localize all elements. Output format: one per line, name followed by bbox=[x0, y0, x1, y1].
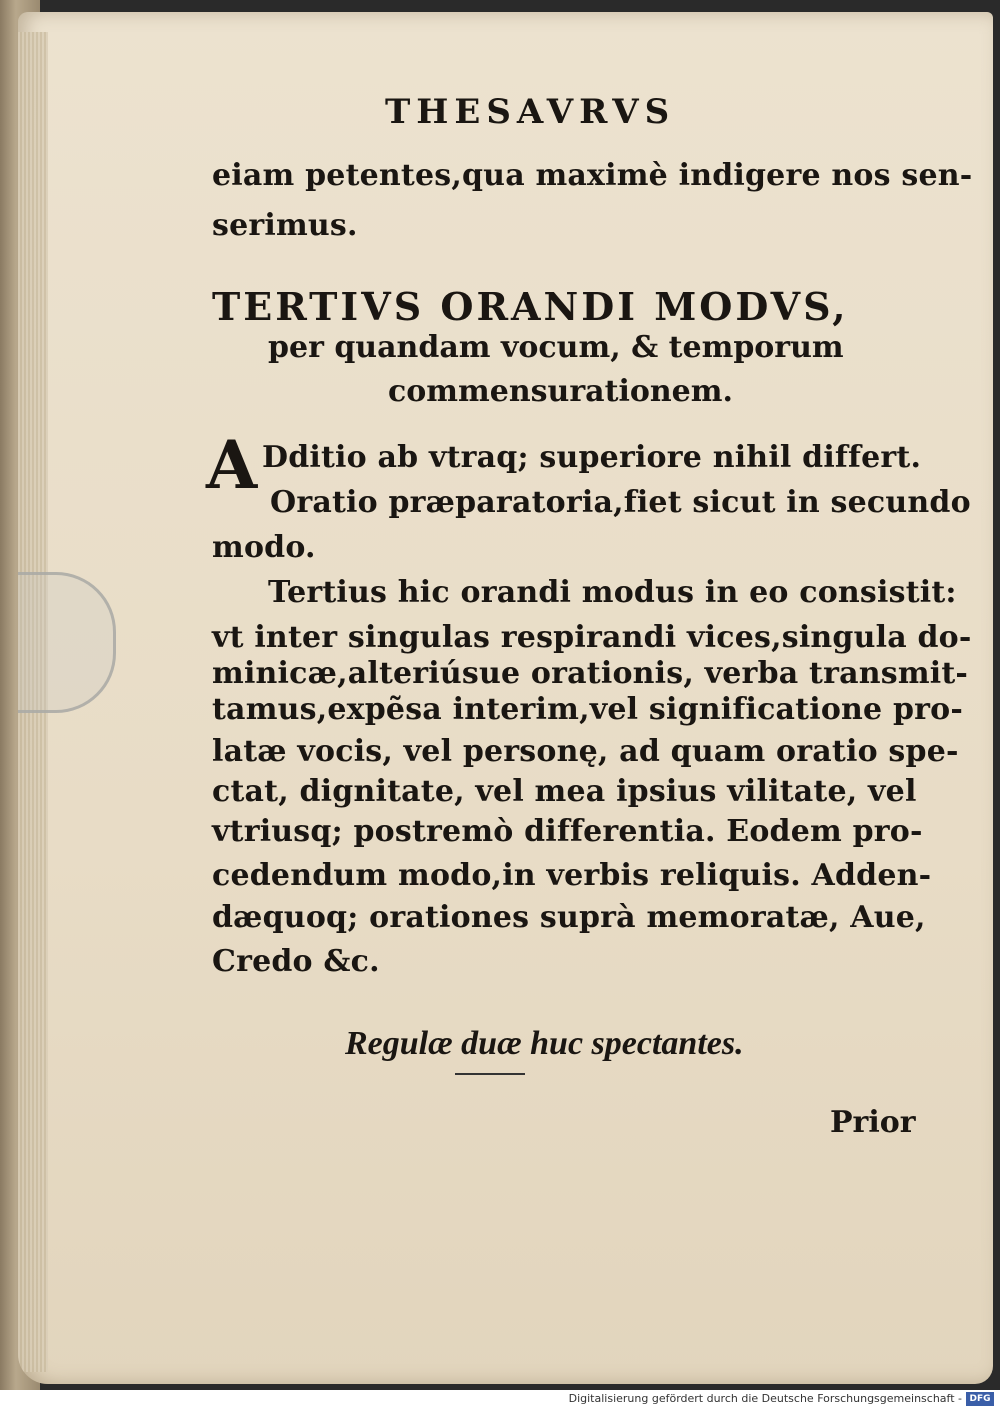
heading-subtitle: commensurationem. bbox=[388, 374, 733, 409]
heading-subtitle: per quandam vocum, & temporum bbox=[268, 330, 844, 365]
text-line: vtriusq; postremò differentia. Eodem pro- bbox=[212, 814, 923, 849]
text-line: Credo &c. bbox=[212, 944, 380, 979]
text-line: Dditio ab vtraq; superiore nihil differt. bbox=[262, 440, 922, 475]
text-line: modo. bbox=[212, 530, 316, 565]
drop-capital: A bbox=[206, 426, 258, 504]
text-line: dæquoq; orationes suprà memoratæ, Aue, bbox=[212, 900, 926, 935]
section-title: Regulæ duæ huc spectantes. bbox=[345, 1025, 744, 1062]
dfg-logo-icon: DFG bbox=[966, 1392, 994, 1406]
catchword: Prior bbox=[830, 1105, 916, 1140]
divider bbox=[455, 1073, 525, 1075]
text-line: minicæ,alteriúsue orationis, verba transmit- bbox=[212, 656, 969, 691]
text-line: cedendum modo,in verbis reliquis. Adden- bbox=[212, 858, 932, 893]
text-line: Oratio præparatoria,fiet sicut in secundo bbox=[270, 485, 971, 520]
section-heading: TERTIVS ORANDI MODVS, bbox=[212, 284, 849, 329]
footer-credit: Digitalisierung gefördert durch die Deutsche Forschungsgemeinschaft - bbox=[568, 1392, 962, 1405]
text-line: vt inter singulas respirandi vices,singula do- bbox=[212, 620, 972, 655]
text-line: latæ vocis, vel personę, ad quam oratio spe- bbox=[212, 734, 959, 769]
running-title: THESAVRVS bbox=[385, 92, 676, 132]
text-line: serimus. bbox=[212, 208, 358, 243]
text-line: ctat, dignitate, vel mea ipsius vilitate, vel bbox=[212, 774, 917, 809]
text-line: Tertius hic orandi modus in eo consistit: bbox=[268, 575, 957, 610]
text-line: eiam petentes,qua maximè indigere nos sen- bbox=[212, 158, 973, 193]
text-line: tamus,expẽsa interim,vel significatione pro- bbox=[212, 692, 964, 727]
